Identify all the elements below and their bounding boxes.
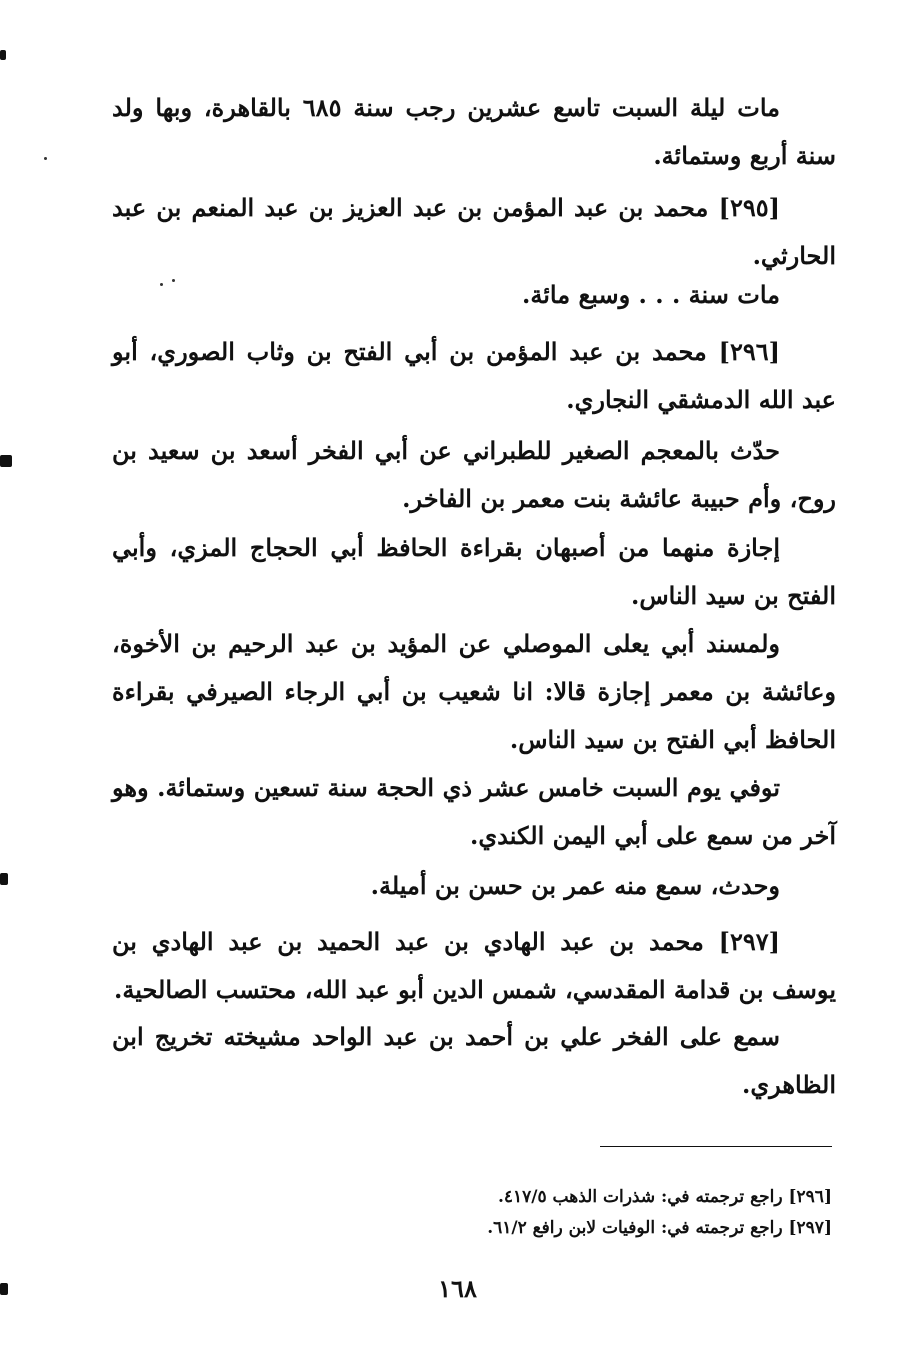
paragraph-heard-from: وحدث، سمع منه عمر بن حسن بن أميلة. bbox=[370, 871, 780, 900]
paragraph-death-296: توفي يوم السبت خامس عشر ذي الحجة سنة تسعين وستمائة. وهو آخر من سمع على أبي اليمن الكندي. bbox=[112, 773, 836, 850]
footnote-297: [٢٩٧] راجع ترجمته في: الوفيات لابن رافع ٦١/٢. bbox=[487, 1218, 832, 1238]
scan-edge-mark bbox=[0, 873, 8, 885]
page-number: ١٦٨ bbox=[438, 1274, 477, 1303]
paragraph-musnad-abi-yala: ولمسند أبي يعلى الموصلي عن المؤيد بن عبد الرحيم بن الأخوة، وعائشة بن معمر إجازة قالا: انا شعيب بن أبي الرجاء الصيرفي بقراءة الحافظ أبي الفتح بن سيد الناس. bbox=[112, 629, 836, 754]
scan-speck bbox=[44, 157, 47, 160]
entry-297: [٢٩٧] محمد بن عبد الهادي بن عبد الحميد بن عبد الهادي بن يوسف بن قدامة المقدسي، شمس الدين أبو عبد الله، محتسب الصالحية. bbox=[112, 927, 836, 1004]
entry-295: [٢٩٥] محمد بن عبد المؤمن بن عبد العزيز بن عبد المنعم بن عبد الحارثي. bbox=[112, 193, 836, 270]
paragraph-death-date: مات ليلة السبت تاسع عشرين رجب سنة ٦٨٥ بالقاهرة، وبها ولد سنة أربع وستمائة. bbox=[112, 93, 836, 170]
footnote-296: [٢٩٦] راجع ترجمته في: شذرات الذهب ٤١٧/٥. bbox=[497, 1187, 832, 1207]
footnote-separator bbox=[600, 1146, 832, 1147]
entry-296: [٢٩٦] محمد بن عبد المؤمن بن أبي الفتح بن وثاب الصوري، أبو عبد الله الدمشقي النجاري. bbox=[112, 337, 836, 414]
scan-edge-mark bbox=[0, 50, 6, 60]
paragraph-death-year-295: مات سنة . . . وسبع مائة. bbox=[522, 280, 780, 309]
paragraph-hadith-mujam: حدّث بالمعجم الصغير للطبراني عن أبي الفخر أسعد بن سعيد بن روح، وأم حبيبة عائشة بنت معمر بن الفاخر. bbox=[112, 436, 836, 513]
paragraph-mashyakha: سمع على الفخر علي بن أحمد بن عبد الواحد مشيخته تخريج ابن الظاهري. bbox=[112, 1022, 836, 1099]
paragraph-ijaza: إجازة منهما من أصبهان بقراءة الحافظ أبي الحجاج المزي، وأبي الفتح بن سيد الناس. bbox=[112, 533, 836, 610]
scan-edge-mark bbox=[0, 455, 12, 467]
